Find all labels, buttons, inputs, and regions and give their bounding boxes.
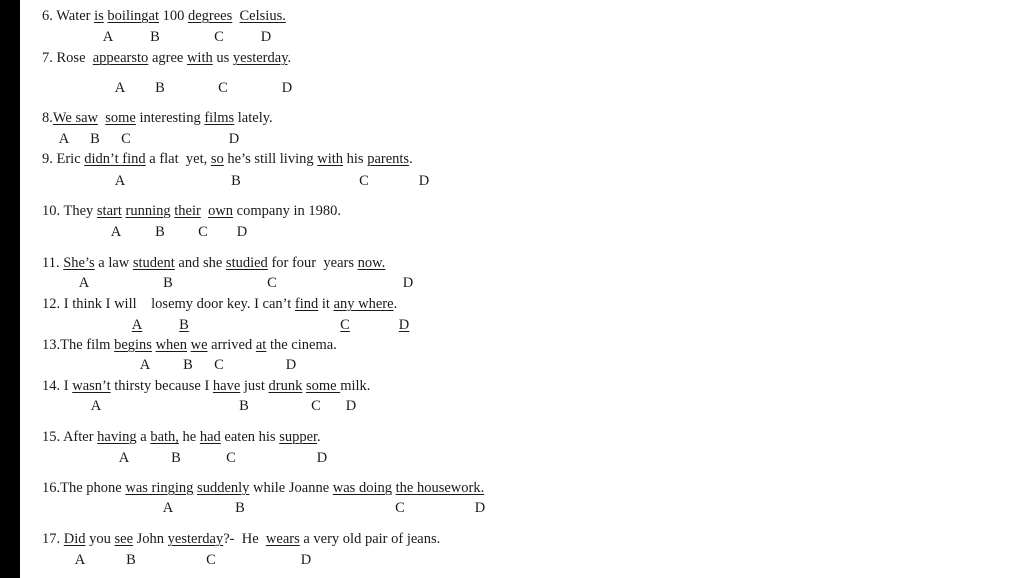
sentence-text: company in 1980. — [233, 203, 341, 219]
question-sentence — [42, 296, 397, 313]
option-letter: B — [155, 224, 165, 240]
underlined-option: having — [97, 429, 137, 445]
sentence-text: just — [240, 378, 269, 394]
underlined-option: student — [132, 255, 175, 271]
sentence-text: 9. Eric — [42, 151, 85, 167]
sentence-text: 6. Water — [42, 8, 95, 24]
option-letter: B — [179, 317, 189, 333]
underlined-option: some — [305, 378, 341, 394]
option-letter: C — [226, 450, 236, 466]
question-sentence — [42, 531, 440, 548]
underlined-option: wears — [265, 531, 300, 547]
option-letter: D — [236, 224, 248, 240]
question-sentence — [42, 429, 321, 446]
sentence-text: you — [85, 531, 115, 547]
option-letter: C — [267, 275, 277, 291]
sentence-text: a flat yet, — [145, 151, 211, 167]
sentence-text: arrived — [207, 337, 256, 353]
option-letter: C — [198, 224, 208, 240]
option-letter: A — [118, 450, 130, 466]
option-letter: A — [90, 398, 102, 414]
sentence-text: lately. — [234, 110, 273, 126]
option-letter: A — [114, 173, 126, 189]
option-letter: B — [231, 173, 241, 189]
option-letter: D — [402, 275, 414, 291]
option-letter: B — [171, 450, 181, 466]
underlined-option: degrees — [187, 8, 233, 24]
option-letter: D — [300, 552, 312, 568]
option-letter: C — [121, 131, 131, 147]
sentence-text: 17. — [42, 531, 64, 547]
underlined-option: find — [294, 296, 319, 312]
underlined-option: so — [210, 151, 224, 167]
option-letter: A — [139, 357, 151, 373]
underlined-option: with — [186, 50, 213, 66]
sentence-text: . — [287, 50, 292, 66]
underlined-option: begins — [114, 337, 152, 353]
question-sentence — [42, 255, 385, 272]
underlined-option: any where — [333, 296, 394, 312]
worksheet — [20, 0, 1024, 578]
underlined-option: we — [190, 337, 208, 353]
question-sentence — [42, 480, 484, 497]
underlined-option: didn’t find — [84, 151, 146, 167]
option-letter: D — [474, 500, 486, 516]
sentence-text: agree — [148, 50, 187, 66]
underlined-option: bath, — [150, 429, 179, 445]
sentence-text: ?- He — [223, 531, 266, 547]
option-letter: A — [78, 275, 90, 291]
option-letter: B — [163, 275, 173, 291]
option-letter: D — [316, 450, 328, 466]
option-letter: D — [398, 317, 410, 333]
underlined-option: start — [96, 203, 122, 219]
option-letter: D — [281, 80, 293, 96]
sentence-text: a — [136, 429, 151, 445]
sentence-text: he — [178, 429, 200, 445]
option-letter: D — [260, 29, 272, 45]
underlined-option: wasn’t — [72, 378, 111, 394]
question-sentence — [42, 378, 370, 395]
sentence-text: us — [212, 50, 233, 66]
sentence-text — [232, 8, 239, 24]
option-letter: B — [235, 500, 245, 516]
underlined-option: see — [114, 531, 134, 547]
option-letter: D — [285, 357, 297, 373]
underlined-option: the housework. — [395, 480, 485, 496]
underlined-option: is — [94, 8, 104, 24]
underlined-option: appearsto — [92, 50, 149, 66]
underlined-option: We saw — [52, 110, 99, 126]
sentence-text: eaten his — [220, 429, 280, 445]
option-letter: B — [239, 398, 249, 414]
question-sentence — [42, 203, 341, 220]
underlined-option: yesterday — [232, 50, 288, 66]
sentence-text: 11. — [42, 255, 64, 271]
underlined-option: Did — [63, 531, 86, 547]
question-sentence — [42, 151, 413, 168]
sentence-text: thirsty because I — [110, 378, 213, 394]
sentence-text: 100 — [158, 8, 188, 24]
option-letter: D — [345, 398, 357, 414]
option-letter: A — [162, 500, 174, 516]
underlined-option: She’s — [63, 255, 95, 271]
option-letter: A — [110, 224, 122, 240]
option-letter: A — [114, 80, 126, 96]
underlined-option: yesterday — [167, 531, 224, 547]
option-letter: C — [206, 552, 216, 568]
sentence-text — [201, 203, 208, 219]
sentence-text: and she — [174, 255, 226, 271]
sentence-text: . — [317, 429, 321, 445]
underlined-option: films — [204, 110, 235, 126]
underlined-option: supper — [279, 429, 318, 445]
option-letter: D — [418, 173, 430, 189]
underlined-option: their — [174, 203, 201, 219]
option-letter: A — [74, 552, 86, 568]
option-letter: A — [131, 317, 143, 333]
option-letter: A — [58, 131, 70, 147]
option-letter: C — [218, 80, 228, 96]
left-black-margin — [0, 0, 20, 578]
underlined-option: studied — [225, 255, 268, 271]
sentence-text: 7. Rose — [42, 50, 93, 66]
sentence-text: the cinema. — [266, 337, 337, 353]
underlined-option: suddenly — [197, 480, 250, 496]
underlined-option: own — [208, 203, 234, 219]
option-letter: C — [395, 500, 405, 516]
underlined-option: drunk — [268, 378, 303, 394]
sentence-text: John — [133, 531, 168, 547]
sentence-text: . — [409, 151, 413, 167]
underlined-option: Celsius. — [239, 8, 286, 24]
sentence-text: 8. — [42, 110, 53, 126]
question-sentence — [42, 110, 273, 127]
sentence-text: for four years — [267, 255, 358, 271]
sentence-text: 12. I think I will losemy door key. I can’t — [42, 296, 295, 312]
sentence-text: . — [393, 296, 398, 312]
underlined-option: have — [212, 378, 241, 394]
question-sentence — [42, 50, 291, 67]
underlined-option: when — [155, 337, 187, 353]
option-letter: C — [214, 357, 224, 373]
option-letter: B — [90, 131, 100, 147]
option-letter: A — [102, 29, 114, 45]
underlined-option: with — [317, 151, 344, 167]
question-sentence — [42, 8, 286, 25]
sentence-text: his — [343, 151, 368, 167]
underlined-option: parents — [367, 151, 410, 167]
sentence-text: a law — [94, 255, 133, 271]
underlined-option: had — [199, 429, 221, 445]
option-letter: B — [155, 80, 165, 96]
option-letter: C — [340, 317, 350, 333]
underlined-option: was ringing — [125, 480, 194, 496]
option-letter: C — [311, 398, 321, 414]
sentence-text: 10. They — [42, 203, 97, 219]
underlined-option: now. — [357, 255, 386, 271]
underlined-option: some — [105, 110, 136, 126]
option-letter: C — [359, 173, 369, 189]
option-letter: B — [150, 29, 160, 45]
sentence-text: a very old pair of jeans. — [299, 531, 441, 547]
option-letter: B — [126, 552, 136, 568]
option-letter: D — [228, 131, 240, 147]
sentence-text: milk. — [340, 378, 371, 394]
sentence-text: 16.The phone — [42, 480, 126, 496]
sentence-text: interesting — [135, 110, 205, 126]
option-letter: C — [214, 29, 224, 45]
underlined-option: running — [125, 203, 171, 219]
sentence-text: it — [318, 296, 334, 312]
sentence-text: 14. I — [42, 378, 73, 394]
sentence-text: while Joanne — [249, 480, 333, 496]
sentence-text: 13.The film — [42, 337, 115, 353]
underlined-option: at — [255, 337, 267, 353]
sentence-text: he’s still living — [223, 151, 318, 167]
sentence-text: 15. After — [42, 429, 98, 445]
underlined-option: was doing — [332, 480, 392, 496]
underlined-option: boilingat — [107, 8, 159, 24]
option-letter: B — [183, 357, 193, 373]
question-sentence — [42, 337, 337, 354]
